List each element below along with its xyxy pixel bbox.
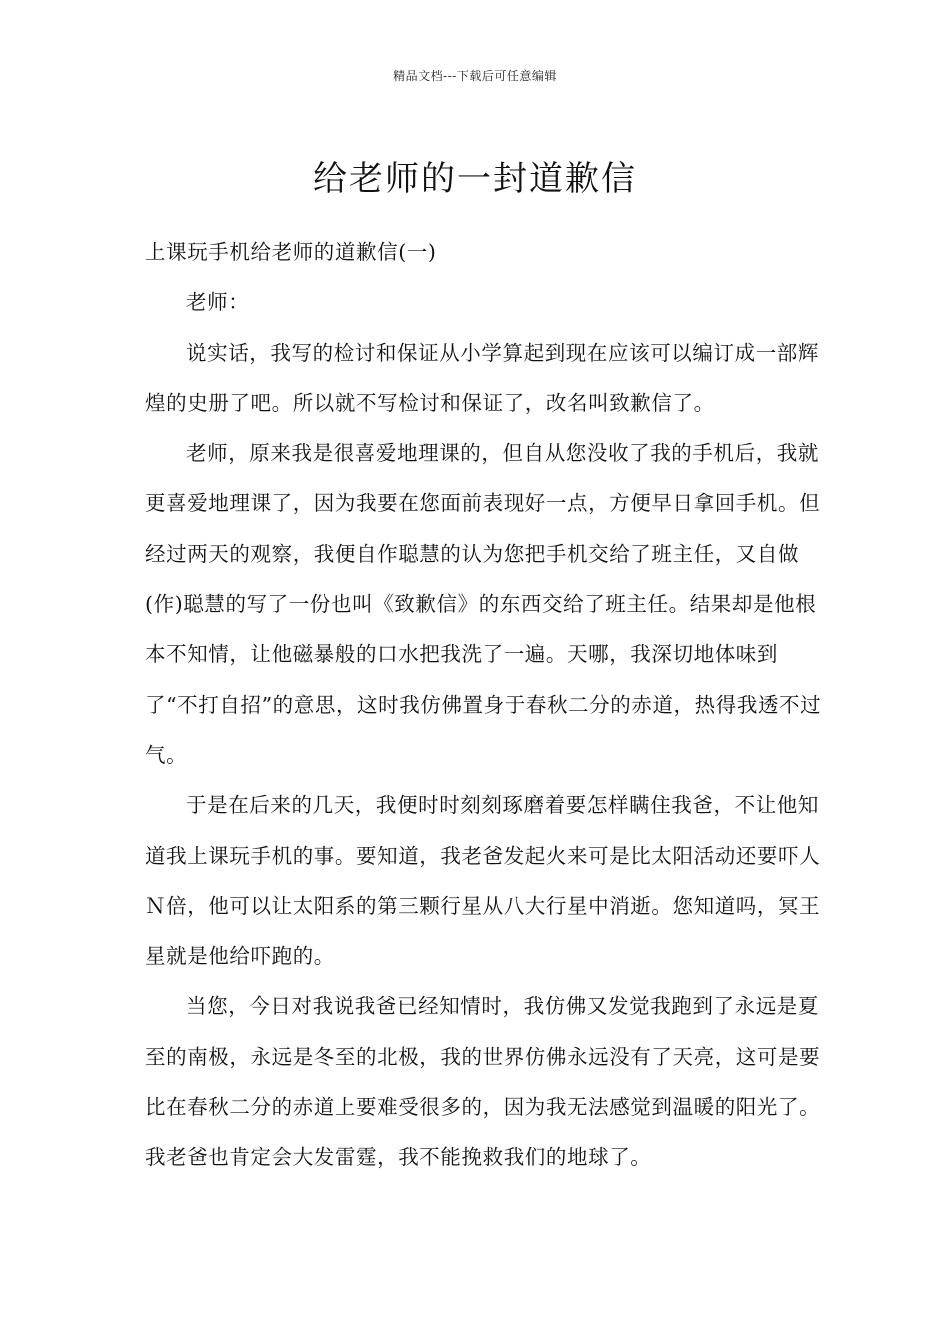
page-header: 精品文档---下载后可任意编辑 (393, 69, 557, 83)
document-body (145, 227, 825, 1183)
letter-salutation: 老师： (186, 290, 250, 315)
letter-subtitle: 上课玩手机给老师的道歉信(一) (145, 240, 437, 264)
paragraph: 于是在后来的几天，我便时时刻刻琢磨着要怎样瞒住我爸，不让他知道我上课玩手机的事。要知道，我老爸发起火来可是比太阳活动还要吓人Ｎ倍，他可以让太阳系的第三颗行星从八大行星中消逝。您知道吗，冥王星就是他给吓跑的。 (145, 793, 821, 969)
paragraph: 老师，原来我是很喜爱地理课的，但自从您没收了我的手机后，我就更喜爱地理课了，因为我要在您面前表现好一点，方便早日拿回手机。但经过两天的观察，我便自作聪慧的认为您把手机交给了班主任，又自做(作)聪慧的写了一份也叫《致歉信》的东西交给了班主任。结果却是他根本不知情，让他磁暴般的口水把我洗了一遍。天哪，我深切地体味到了“不打自招”的意思，这时我仿佛置身于春秋二分的赤道，热得我透不过气。 (145, 441, 822, 767)
paragraph: 说实话，我写的检讨和保证从小学算起到现在应该可以编订成一部辉煌的史册了吧。所以就不写检讨和保证了，改名叫致歉信了。 (145, 340, 819, 415)
paragraph: 当您，今日对我说我爸已经知情时，我仿佛又发觉我跑到了永远是夏至的南极，永远是冬至的北极，我的世界仿佛永远没有了天亮，这可是要比在春秋二分的赤道上要难受很多的，因为我无法感觉到温暖的阳光了。我老爸也肯定会大发雷霆，我不能挽救我们的地球了。 (145, 994, 821, 1170)
document-title: 给老师的一封道歉信 (313, 158, 637, 199)
